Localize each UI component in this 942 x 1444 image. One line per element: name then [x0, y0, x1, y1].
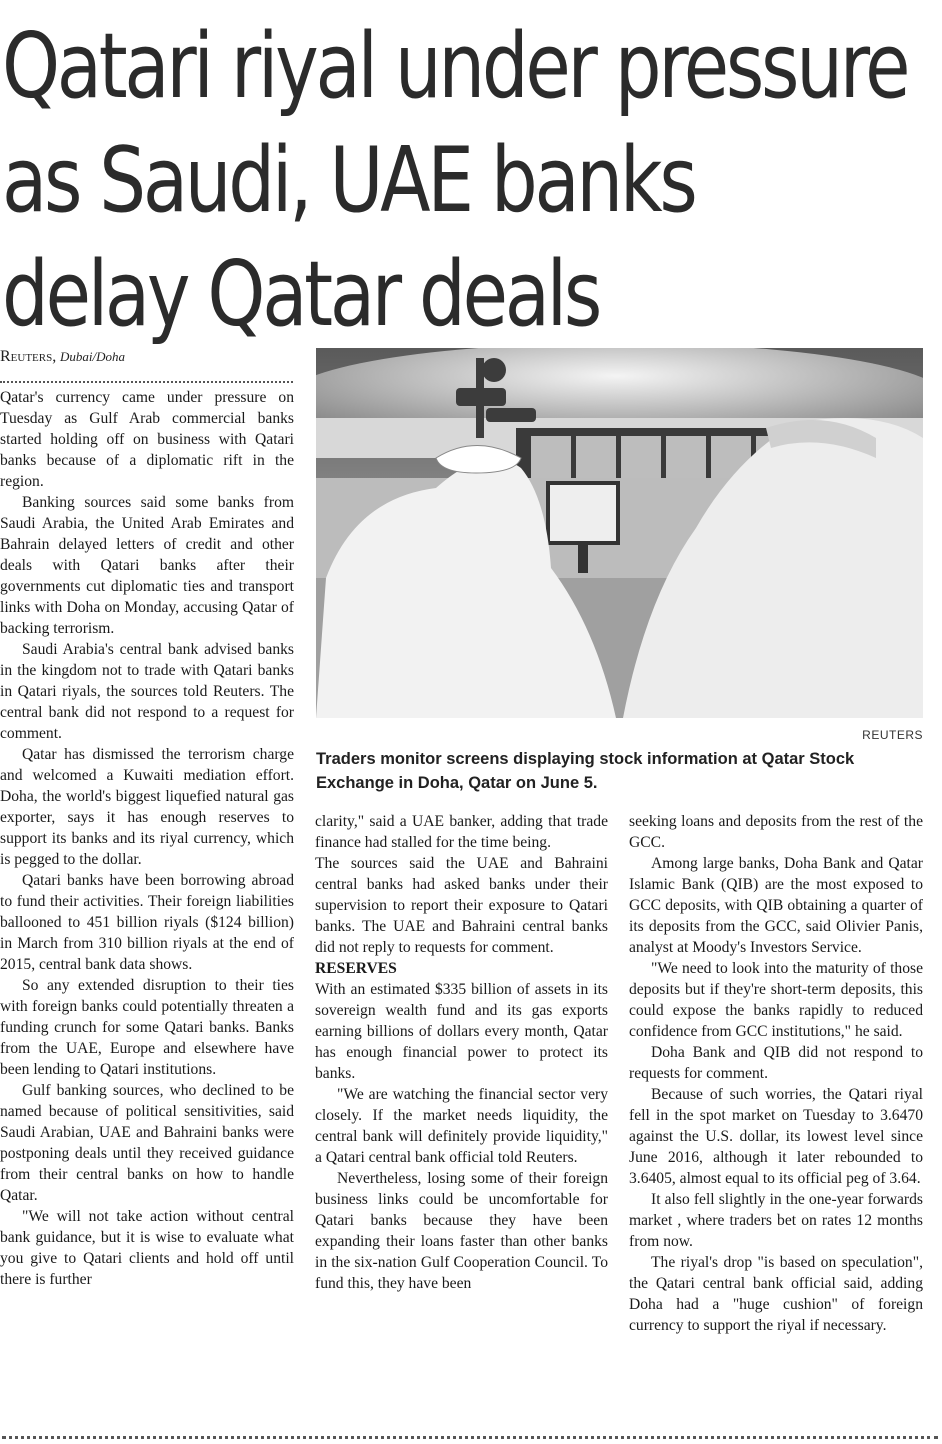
paragraph: "We will not take action without central bank guidance, but it is wise to evaluate what you give to Qatari clients and hold off until there is further [0, 1208, 294, 1288]
paragraph: Qatari banks have been borrowing abroad to fund their activities. Their foreign liabilities ballooned to 451 billion riyals ($124 billion) in March from 310 billion riyals at the end of 2015, central bank data shows. [0, 872, 294, 973]
paragraph: It also fell slightly in the one-year forwards market , where traders bet on rates 12 months from now. [629, 1191, 923, 1250]
paragraph: The sources said the UAE and Bahraini central banks had asked banks under their supervision to report their exposure to Qatari banks. The UAE and Bahraini central banks did not reply to requests for comment. [315, 855, 608, 956]
news-photo [316, 348, 923, 718]
photo-caption: Traders monitor screens displaying stock information at Qatar Stock Exchange in Doha, Qatar on June 5. [316, 750, 855, 792]
byline-divider [0, 381, 293, 383]
headline-line-2: as Saudi, UAE banks [2, 128, 695, 233]
paragraph: seeking loans and deposits from the rest of the GCC. [629, 813, 923, 851]
byline-agency: Reuters, [0, 348, 57, 365]
headline [2, 10, 908, 352]
paragraph: The riyal's drop "is based on speculation", the Qatari central bank official said, adding Doha had a "huge cushion" of foreign currency to support the riyal if necessary. [629, 1254, 923, 1334]
headline-line-1: Qatari riyal under pressure [2, 14, 908, 119]
paragraph: Doha Bank and QIB did not respond to requests for comment. [629, 1044, 923, 1082]
paragraph: With an estimated $335 billion of assets in its sovereign wealth fund and its gas exports earning billions of dollars every month, Qatar has enough financial power to protect its banks. [315, 981, 608, 1082]
section-subhead: RESERVES [315, 960, 397, 977]
paragraph: "We are watching the financial sector very closely. If the market needs liquidity, the central bank will definitely provide liquidity," a Qatari central bank official told Reuters. [315, 1086, 608, 1166]
paragraph: Saudi Arabia's central bank advised banks in the kingdom not to trade with Qatari banks in Qatari riyals, the sources told Reuters. The central bank did not respond to a request for comment. [0, 641, 294, 742]
paragraph: Nevertheless, losing some of their foreign business links could be uncomfortable for Qatari banks because they have been expanding their loans faster than other banks in the six-nation Gulf Cooperation Council. To fund this, they have been [315, 1170, 608, 1292]
article-column-2 [315, 811, 608, 1294]
paragraph: clarity," said a UAE banker, adding that trade finance had stalled for the time being. [315, 813, 608, 851]
paragraph: Banking sources said some banks from Saudi Arabia, the United Arab Emirates and Bahrain delayed letters of credit and other deals with Qatari banks after their governments cut diplomatic ties and transport links with Doha on Monday, accusing Qatar of backing terrorism. [0, 494, 294, 637]
paragraph: Gulf banking sources, who declined to be named because of political sensitivities, said Saudi Arabian, UAE and Bahraini banks were postponing deals until they received guidance from their central banks on how to handle Qatar. [0, 1082, 294, 1204]
paragraph: Qatar's currency came under pressure on Tuesday as Gulf Arab commercial banks started holding off on business with Qatari banks because of a diplomatic rift in the region. [0, 389, 294, 490]
byline [0, 348, 294, 366]
paragraph: So any extended disruption to their ties with foreign banks could potentially threaten a funding crunch for some Qatari banks. Banks from the UAE, Europe and elsewhere have been lending to Qatari institutions. [0, 977, 294, 1078]
traders-photo-illustration [316, 348, 923, 718]
paragraph: Qatar has dismissed the terrorism charge and welcomed a Kuwaiti mediation effort. Doha, the world's biggest liquefied natural gas exporter, says it has enough reserves to support its banks and its riyal currency, which is pegged to the dollar. [0, 746, 294, 868]
paragraph: Among large banks, Doha Bank and Qatar Islamic Bank (QIB) are the most exposed to GCC deposits, with QIB obtaining a quarter of its deposits from the GCC, said Olivier Panis, analyst at Moody's Investors Service. [629, 855, 923, 956]
byline-location: Dubai/Doha [59, 349, 125, 364]
paragraph: "We need to look into the maturity of those deposits but if they're short-term deposits, this could expose the banks rapidly to reduced confidence from GCC institutions," he said. [629, 960, 923, 1040]
headline-line-3: delay Qatar deals [2, 242, 600, 347]
paragraph: Because of such worries, the Qatari riyal fell in the spot market on Tuesday to 3.6470 against the U.S. dollar, its lowest level since June 2016, although it later rebounded to 3.6405, almost equal to its official peg of 3.64. [629, 1086, 923, 1187]
bottom-divider [2, 1436, 938, 1439]
photo-credit: REUTERS [862, 728, 923, 742]
article-column-1 [0, 387, 294, 1290]
article-column-3 [629, 811, 923, 1336]
